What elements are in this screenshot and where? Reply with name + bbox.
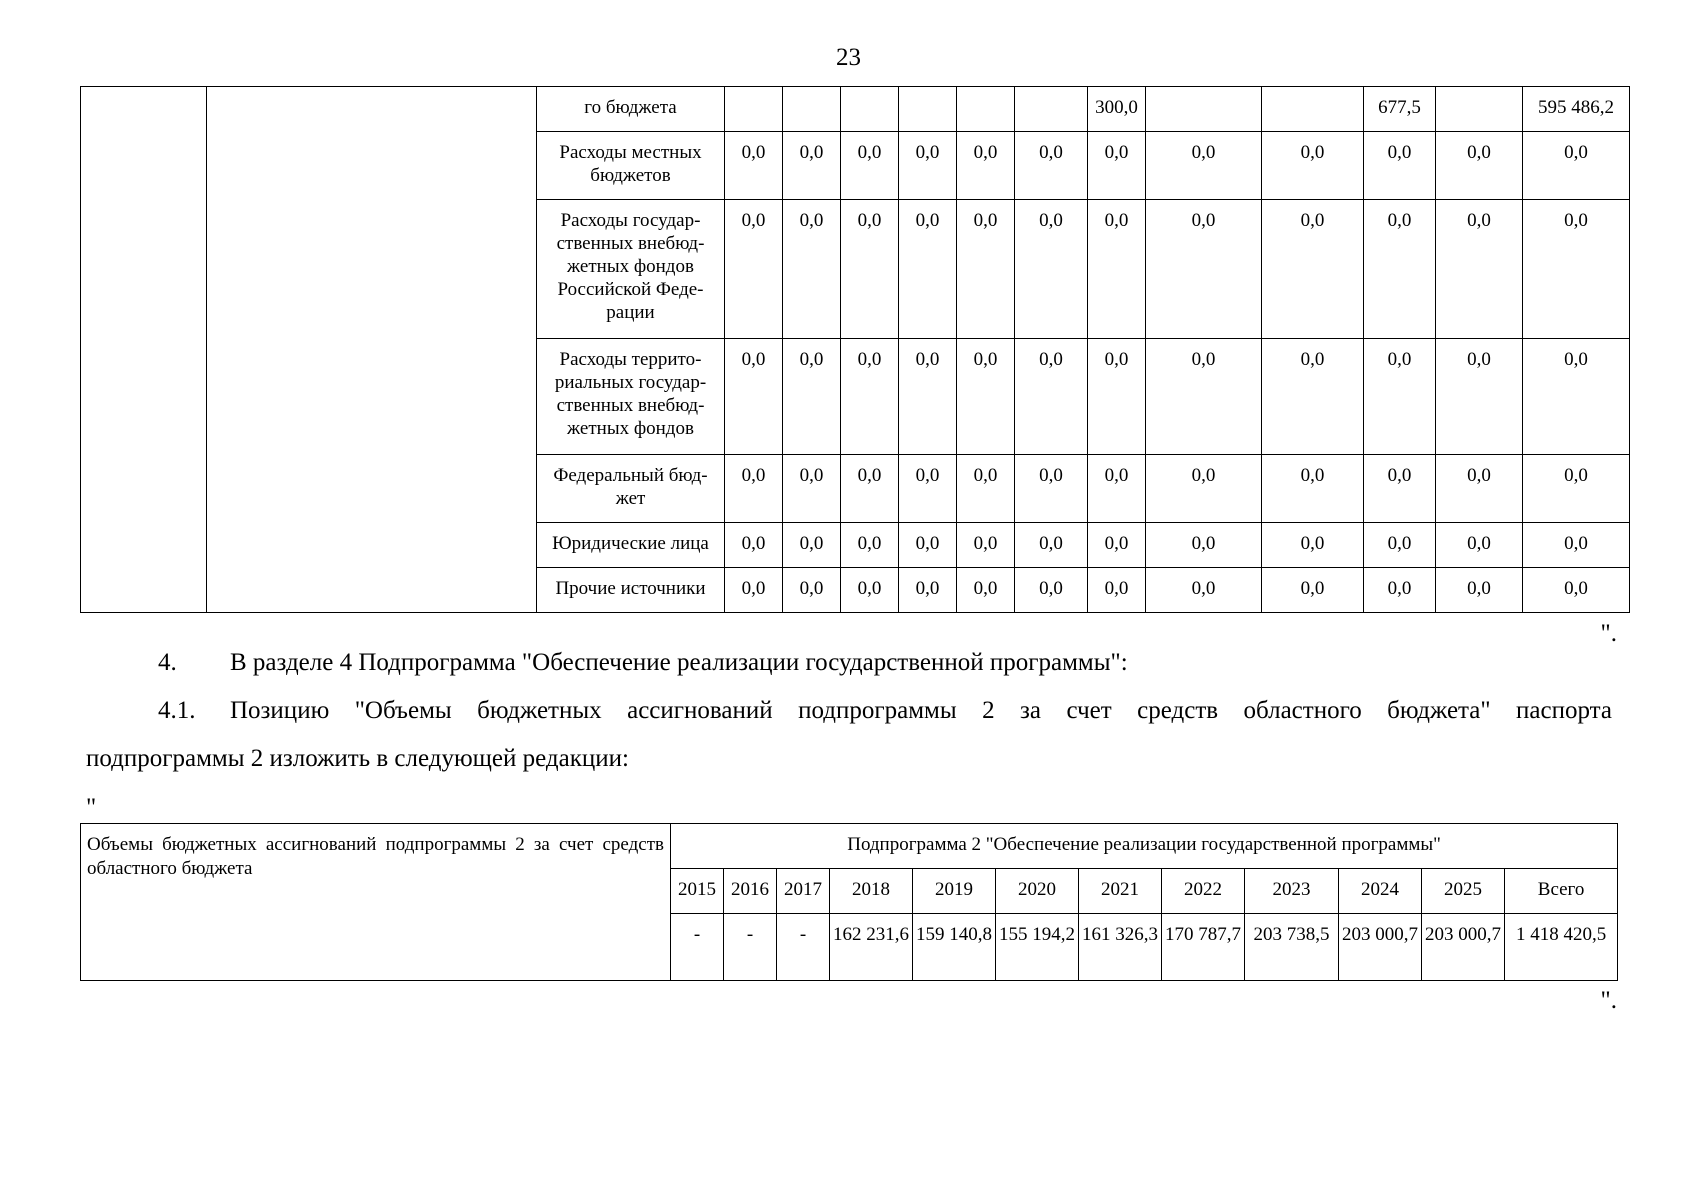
value-cell: 0,0 bbox=[783, 132, 841, 200]
value-cell: 0,0 bbox=[783, 455, 841, 523]
value-cell: 0,0 bbox=[1436, 132, 1523, 200]
row-label: Юридические лица bbox=[537, 523, 725, 568]
budget-value: 203 000,7 bbox=[1339, 914, 1422, 981]
value-cell: 0,0 bbox=[725, 132, 783, 200]
year-header: 2015 bbox=[671, 869, 724, 914]
value-cell: 0,0 bbox=[1523, 200, 1630, 339]
value-cell: 0,0 bbox=[783, 200, 841, 339]
value-cell: 0,0 bbox=[725, 339, 783, 455]
value-cell: 0,0 bbox=[1523, 568, 1630, 613]
year-header: Всего bbox=[1505, 869, 1618, 914]
value-cell: 0,0 bbox=[1015, 568, 1088, 613]
value-cell: 0,0 bbox=[1015, 455, 1088, 523]
value-cell: 0,0 bbox=[1015, 200, 1088, 339]
value-cell: 0,0 bbox=[841, 132, 899, 200]
budget-value: 162 231,6 bbox=[830, 914, 913, 981]
value-cell: 0,0 bbox=[783, 523, 841, 568]
value-cell: 0,0 bbox=[899, 455, 957, 523]
value-cell: 0,0 bbox=[1262, 568, 1364, 613]
value-cell: 0,0 bbox=[1262, 339, 1364, 455]
budget-value: - bbox=[777, 914, 830, 981]
row-label: Прочие источники bbox=[537, 568, 725, 613]
paragraph-number: 4. bbox=[158, 649, 177, 676]
year-header: 2016 bbox=[724, 869, 777, 914]
value-cell: 0,0 bbox=[1364, 200, 1436, 339]
budget-value: 1 418 420,5 bbox=[1505, 914, 1618, 981]
budget-value: 155 194,2 bbox=[996, 914, 1079, 981]
value-cell bbox=[725, 87, 783, 132]
value-cell: 0,0 bbox=[1015, 339, 1088, 455]
value-cell: 0,0 bbox=[957, 132, 1015, 200]
value-cell: 0,0 bbox=[1436, 455, 1523, 523]
year-header: 2024 bbox=[1339, 869, 1422, 914]
year-header: 2017 bbox=[777, 869, 830, 914]
value-cell bbox=[1436, 87, 1523, 132]
value-cell bbox=[1015, 87, 1088, 132]
year-header: 2023 bbox=[1245, 869, 1339, 914]
value-cell: 0,0 bbox=[899, 132, 957, 200]
value-cell: 0,0 bbox=[957, 455, 1015, 523]
value-cell: 0,0 bbox=[1364, 568, 1436, 613]
value-cell: 0,0 bbox=[1088, 455, 1146, 523]
value-cell bbox=[899, 87, 957, 132]
subprogram-budget-table bbox=[80, 823, 1618, 981]
year-header: 2020 bbox=[996, 869, 1079, 914]
row-label: Расходы государ-ственных внебюд-жетных фондов Российской Феде-рации bbox=[537, 200, 725, 339]
value-cell bbox=[1262, 87, 1364, 132]
value-cell: 0,0 bbox=[1262, 132, 1364, 200]
value-cell: 0,0 bbox=[1015, 132, 1088, 200]
budget-value: - bbox=[724, 914, 777, 981]
value-cell: 0,0 bbox=[1436, 523, 1523, 568]
value-cell: 0,0 bbox=[1364, 455, 1436, 523]
value-cell: 0,0 bbox=[1262, 455, 1364, 523]
value-cell: 0,0 bbox=[1436, 200, 1523, 339]
subprogram-title: Подпрограмма 2 "Обеспечение реализации государственной программы" bbox=[671, 824, 1618, 869]
value-cell: 0,0 bbox=[899, 200, 957, 339]
year-header: 2021 bbox=[1079, 869, 1162, 914]
value-cell: 0,0 bbox=[1364, 339, 1436, 455]
value-cell: 0,0 bbox=[899, 523, 957, 568]
paragraph-4-1 bbox=[86, 696, 1612, 726]
value-cell: 0,0 bbox=[841, 339, 899, 455]
year-header: 2022 bbox=[1162, 869, 1245, 914]
value-cell: 0,0 bbox=[841, 523, 899, 568]
paragraph-text: Позицию "Объемы бюджетных ассигнований подпрограммы 2 за счет средств областного бюджета" паспорта bbox=[230, 697, 1612, 724]
value-cell: 0,0 bbox=[899, 339, 957, 455]
value-cell: 0,0 bbox=[783, 568, 841, 613]
paragraph-4-1-continuation: подпрограммы 2 изложить в следующей редакции: bbox=[86, 745, 629, 772]
row-label: Расходы местных бюджетов bbox=[537, 132, 725, 200]
value-cell: 0,0 bbox=[899, 568, 957, 613]
paragraph-4 bbox=[158, 648, 1128, 678]
paragraph-number: 4.1. bbox=[158, 697, 196, 724]
value-cell: 0,0 bbox=[1146, 568, 1262, 613]
value-cell: 0,0 bbox=[1015, 523, 1088, 568]
value-cell: 0,0 bbox=[1088, 523, 1146, 568]
value-cell: 0,0 bbox=[841, 455, 899, 523]
closing-quote: ". bbox=[1600, 620, 1617, 647]
row-label: Расходы террито-риальных государ-ственных внебюд-жетных фондов bbox=[537, 339, 725, 455]
value-cell: 0,0 bbox=[1146, 523, 1262, 568]
value-cell: 0,0 bbox=[957, 523, 1015, 568]
value-cell: 0,0 bbox=[1088, 132, 1146, 200]
empty-cell bbox=[81, 87, 207, 613]
year-header: 2018 bbox=[830, 869, 913, 914]
value-cell: 0,0 bbox=[1436, 339, 1523, 455]
table-row bbox=[81, 87, 1630, 132]
value-cell: 0,0 bbox=[1523, 339, 1630, 455]
budget-value: 159 140,8 bbox=[913, 914, 996, 981]
value-cell: 0,0 bbox=[1146, 132, 1262, 200]
closing-quote: ". bbox=[1600, 987, 1617, 1014]
table-row bbox=[81, 824, 1618, 869]
value-cell: 0,0 bbox=[725, 568, 783, 613]
page-number: 23 bbox=[836, 44, 861, 71]
value-cell bbox=[1146, 87, 1262, 132]
budget-value: - bbox=[671, 914, 724, 981]
value-cell: 0,0 bbox=[1088, 339, 1146, 455]
value-cell: 677,5 bbox=[1364, 87, 1436, 132]
value-cell: 0,0 bbox=[841, 200, 899, 339]
value-cell: 0,0 bbox=[957, 568, 1015, 613]
value-cell: 0,0 bbox=[725, 455, 783, 523]
value-cell: 0,0 bbox=[1262, 523, 1364, 568]
opening-quote: " bbox=[86, 794, 97, 821]
value-cell: 0,0 bbox=[1088, 200, 1146, 339]
year-header: 2019 bbox=[913, 869, 996, 914]
value-cell: 0,0 bbox=[1146, 339, 1262, 455]
value-cell: 300,0 bbox=[1088, 87, 1146, 132]
budget-value: 203 738,5 bbox=[1245, 914, 1339, 981]
value-cell: 0,0 bbox=[1146, 200, 1262, 339]
value-cell: 0,0 bbox=[841, 568, 899, 613]
value-cell: 0,0 bbox=[1523, 523, 1630, 568]
value-cell: 0,0 bbox=[725, 523, 783, 568]
budget-value: 161 326,3 bbox=[1079, 914, 1162, 981]
value-cell bbox=[841, 87, 899, 132]
value-cell bbox=[957, 87, 1015, 132]
value-cell: 0,0 bbox=[1523, 132, 1630, 200]
row-label: го бюджета bbox=[537, 87, 725, 132]
empty-cell bbox=[207, 87, 537, 613]
value-cell: 0,0 bbox=[1436, 568, 1523, 613]
year-header: 2025 bbox=[1422, 869, 1505, 914]
budget-value: 203 000,7 bbox=[1422, 914, 1505, 981]
paragraph-text: В разделе 4 Подпрограмма "Обеспечение реализации государственной программы": bbox=[230, 649, 1128, 676]
value-cell bbox=[783, 87, 841, 132]
value-cell: 0,0 bbox=[1364, 523, 1436, 568]
financing-sources-table bbox=[80, 86, 1630, 613]
budget-value: 170 787,7 bbox=[1162, 914, 1245, 981]
value-cell: 0,0 bbox=[1364, 132, 1436, 200]
value-cell: 0,0 bbox=[1088, 568, 1146, 613]
value-cell: 0,0 bbox=[1146, 455, 1262, 523]
value-cell: 0,0 bbox=[957, 339, 1015, 455]
value-cell: 0,0 bbox=[783, 339, 841, 455]
budget-volume-label: Объемы бюджетных ассигнований подпрограммы 2 за счет средств областного бюджета bbox=[81, 824, 671, 981]
value-cell: 595 486,2 bbox=[1523, 87, 1630, 132]
value-cell: 0,0 bbox=[1262, 200, 1364, 339]
row-label: Федеральный бюд-жет bbox=[537, 455, 725, 523]
value-cell: 0,0 bbox=[725, 200, 783, 339]
value-cell: 0,0 bbox=[1523, 455, 1630, 523]
value-cell: 0,0 bbox=[957, 200, 1015, 339]
